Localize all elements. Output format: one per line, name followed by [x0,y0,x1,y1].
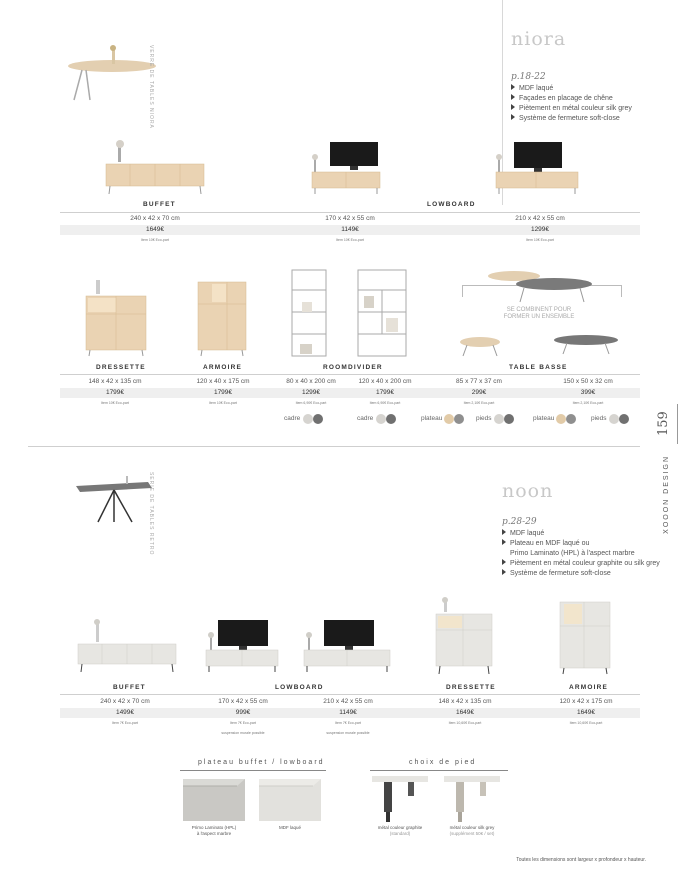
niora-table-basse-label: TABLE BASSE [509,364,568,371]
niora-page-ref: p.18-22 [511,72,546,82]
bullet-arrow-icon [502,539,506,545]
feature-item: Système de fermeture soft-close [502,569,660,579]
roomdivider-120-image [356,268,408,358]
noon-buffet-note: Item 7€ Eco-part [112,721,138,725]
feature-item: Façades en placage de chêne [511,94,632,104]
niora-armoire-price: 1799€ [213,389,233,396]
section-separator [28,446,640,447]
niora-table-small-price: 299€ [471,389,487,396]
feature-item: Piètement en métal couleur silk grey [511,104,632,114]
niora-table-large-dims: 150 x 50 x 32 cm [563,378,613,385]
noon-lowboard-210-image [302,618,392,674]
noon-armoire-dims: 120 x 42 x 175 cm [559,698,613,705]
coffee-table-small-image [457,334,503,358]
niora-row1-rule [60,212,640,213]
noon-lowboard-170-dims: 170 x 42 x 55 cm [218,698,268,705]
niora-dressette-dims: 148 x 42 x 135 cm [88,378,142,385]
noon-buffet-label: BUFFET [113,684,146,691]
niora-buffet-price: 1649€ [145,226,165,233]
noon-dressette-note: Item 10,60€ Eco-part [448,721,482,725]
coffee-table-large-image [551,332,621,356]
niora-lowboard-label: LOWBOARD [427,201,476,208]
swatch-label-plateau-2: plateau [533,415,555,422]
niora-lowboard-170-price: 1149€ [341,226,359,233]
noon-features [502,529,660,579]
swatch-light-grey[interactable] [494,414,504,424]
feature-item: MDF laqué [502,529,660,539]
niora-buffet-dims: 240 x 42 x 70 cm [130,215,180,222]
niora-armoire-label: ARMOIRE [203,364,243,371]
swatch-label-cadre: cadre [284,415,301,422]
noon-dressette-label: DRESSETTE [446,684,496,691]
noon-lowboard-210-dims: 210 x 42 x 55 cm [323,698,373,705]
page-number-rule [677,404,678,444]
lowboard-210-image [494,140,580,196]
swatch-dark-grey[interactable] [504,414,514,424]
lowboard-170-image [310,140,382,196]
noon-lowboard-210-price: 1149€ [339,709,357,716]
niora-roomdivider-80-price: 1299€ [301,389,321,396]
swatch-light-grey[interactable] [376,414,386,424]
niora-dressette-note: Item 10€ Eco-part [101,401,129,405]
noon-dressette-image [432,596,494,676]
bullet-arrow-icon [511,94,515,100]
swatch-label-pieds: pieds [476,415,492,422]
dressette-image [82,278,150,358]
niora-roomdivider-label: ROOMDIVIDER [323,364,383,371]
niora-roomdivider-120-price: 1799€ [375,389,395,396]
bullet-arrow-icon [502,529,506,535]
noon-lowboard-170-extra: suspension murale possible [221,731,265,735]
niora-lowboard-210-price: 1299€ [530,226,550,233]
niora-buffet-label: BUFFET [143,201,176,208]
plateau-hpl-caption: Primo Laminato (HPL) à l'aspect marbre [191,825,237,836]
combine-bracket-right [621,285,622,297]
niora-armoire-dims: 120 x 40 x 175 cm [196,378,250,385]
page-number: 159 [656,411,671,436]
swatch-light-grey[interactable] [303,414,313,424]
dimensions-footnote: Toutes les dimensions sont largeur x profondeur x hauteur. [516,857,646,863]
noon-armoire-label: ARMOIRE [569,684,609,691]
niora-buffet-note: Item 10€ Eco-part [141,238,169,242]
noon-buffet-price: 1499€ [115,709,135,716]
noon-lowboard-170-price: 999€ [235,709,251,716]
niora-lowboard-170-dims: 170 x 42 x 55 cm [325,215,375,222]
noon-lowboard-label: LOWBOARD [275,684,324,691]
niora-table-large-price: 399€ [580,389,596,396]
swatch-label-cadre-2: cadre [357,415,374,422]
swatch-oak[interactable] [444,414,454,424]
niora-table-small-dims: 85 x 77 x 37 cm [456,378,502,385]
swatch-oak[interactable] [556,414,566,424]
swatch-light-grey[interactable] [609,414,619,424]
swatch-grey[interactable] [454,414,464,424]
pied-graphite-caption: métal couleur graphite (standard) [377,825,423,836]
pied-graphite-swatch[interactable] [372,774,428,824]
niora-roomdivider-80-note: Item 6,90€ Eco-part [295,401,327,405]
noon-lowboard-210-extra: suspension murale possible [326,731,370,735]
pied-options-title: choix de pied [409,759,477,766]
feature-item: Système de fermeture soft-close [511,114,632,124]
noon-armoire-price: 1649€ [576,709,596,716]
feature-item: Plateau en MDF laqué ou [502,539,660,549]
feature-item: Primo Laminato (HPL) à l'aspect marbre [510,550,635,557]
plateau-options-rule [180,770,326,771]
swatch-grey[interactable] [566,414,576,424]
niora-table-large-note: Item 2,10€ Eco-part [572,401,604,405]
plateau-mdf-swatch[interactable] [258,778,322,822]
swatch-dark-grey[interactable] [313,414,323,424]
armoire-image [196,280,248,358]
noon-table-image [70,472,160,526]
swatch-label-pieds-2: pieds [591,415,607,422]
niora-lowboard-210-note: Item 10€ Eco-part [526,238,554,242]
plateau-mdf-caption: MDF laqué [278,825,301,830]
feature-item: MDF laqué [511,84,632,94]
feature-item: Piètement en métal couleur graphite ou silk grey [502,559,660,569]
niora-row2-rule [60,374,640,375]
niora-armoire-note: Item 10€ Eco-part [209,401,237,405]
bullet-arrow-icon [502,559,506,565]
buffet-image [104,140,208,196]
coffee-table-set-image [484,266,594,308]
niora-roomdivider-120-dims: 120 x 40 x 200 cm [358,378,412,385]
pied-silk-grey-caption: métal couleur silk grey (supplément 50€ / set) [449,825,495,836]
noon-page-ref: p.28-29 [502,517,537,527]
combine-note-line-1: SE COMBINENT POUR [506,307,572,313]
bullet-arrow-icon [511,104,515,110]
swatch-dark-grey[interactable] [386,414,396,424]
bullet-arrow-icon [502,569,506,575]
plateau-options-title: plateau buffet / lowboard [198,759,325,766]
plateau-hpl-swatch[interactable] [182,778,246,822]
pied-options-rule [370,770,508,771]
roomdivider-80-image [290,268,328,358]
niora-title: niora [511,28,567,50]
niora-features [511,84,632,124]
noon-lowboard-210-note: Item 7€ Eco-part [335,721,361,725]
noon-buffet-image [76,618,180,674]
niora-lowboard-170-note: Item 10€ Eco-part [336,238,364,242]
noon-dressette-price: 1649€ [455,709,475,716]
noon-title: noon [502,480,554,502]
bullet-arrow-icon [511,84,515,90]
niora-roomdivider-80-dims: 80 x 40 x 200 cm [286,378,336,385]
bullet-arrow-icon [511,114,515,120]
swatch-label-plateau: plateau [421,415,443,422]
niora-table-vertical-text: VERRE DE TABLES NIORA [148,45,154,129]
combine-note-line-2: FORMER UN ENSEMBLE [503,314,575,320]
niora-table-image [60,38,160,104]
pied-silk-grey-swatch[interactable] [444,774,500,824]
niora-lowboard-210-dims: 210 x 42 x 55 cm [515,215,565,222]
niora-roomdivider-120-note: Item 6,90€ Eco-part [369,401,401,405]
brand-vertical-text: XOOON DESIGN [663,455,670,534]
noon-table-vertical-text: SERIE DE TABLES RETRO [148,472,154,556]
niora-dressette-price: 1799€ [105,389,125,396]
noon-armoire-image [558,600,612,676]
noon-lowboard-170-note: Item 7€ Eco-part [230,721,256,725]
niora-dressette-label: DRESSETTE [96,364,146,371]
swatch-dark-grey[interactable] [619,414,629,424]
noon-lowboard-170-image [204,618,280,674]
niora-table-small-note: Item 2,10€ Eco-part [463,401,495,405]
combine-bracket-left [462,285,463,297]
noon-buffet-dims: 240 x 42 x 70 cm [100,698,150,705]
noon-armoire-note: Item 10,60€ Eco-part [569,721,603,725]
noon-row-rule [60,694,640,695]
noon-dressette-dims: 148 x 42 x 135 cm [438,698,492,705]
